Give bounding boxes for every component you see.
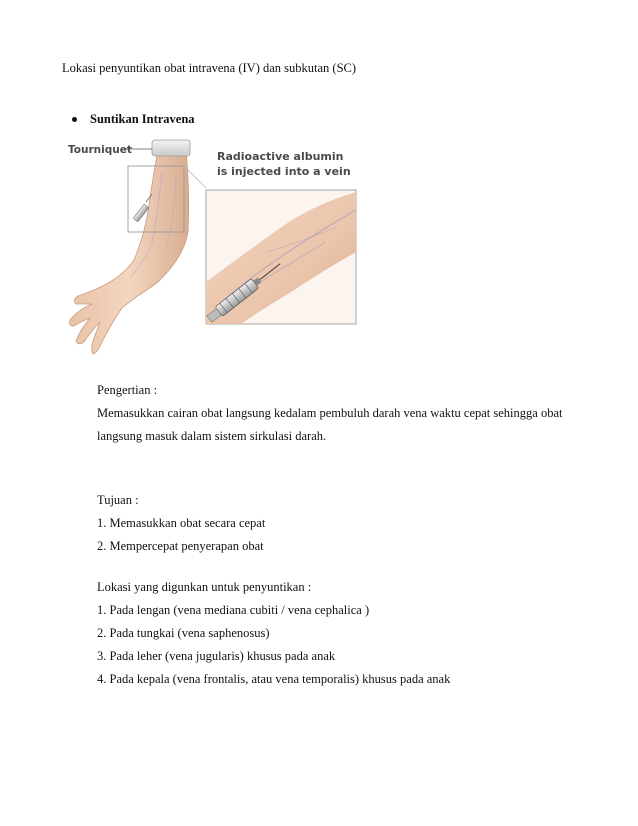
section-lokasi	[97, 579, 450, 694]
lokasi-heading: Lokasi yang digunkan untuk penyuntikan :	[97, 580, 312, 594]
tujuan-heading: Tujuan :	[97, 493, 139, 507]
section-bullet	[72, 111, 195, 127]
list-item: 2. Mempercepat penyerapan obat	[97, 539, 264, 553]
pengertian-line-1: Memasukkan cairan obat langsung kedalam pembuluh darah vena waktu cepat sehingga obat	[97, 406, 563, 420]
zoomed-injection-inset	[206, 190, 356, 324]
tourniquet-label: Tourniquet	[68, 144, 132, 156]
list-item: 2. Pada tungkai (vena saphenosus)	[97, 626, 270, 640]
list-item: 1. Memasukkan obat secara cepat	[97, 516, 266, 530]
list-item: 3. Pada leher (vena jugularis) khusus pada anak	[97, 649, 336, 663]
left-arm-drawing	[70, 150, 189, 354]
bullet-label: Suntikan Intravena	[90, 112, 195, 126]
tourniquet-band	[124, 140, 190, 156]
section-pengertian	[97, 382, 562, 451]
list-item: 4. Pada kepala (vena frontalis, atau vena temporalis) khusus pada anak	[97, 672, 451, 686]
caption-line-1: Radioactive albumin	[217, 150, 344, 163]
document-title: Lokasi penyuntikan obat intravena (IV) dan subkutan (SC)	[62, 61, 357, 75]
arm-injection-figure	[66, 132, 366, 360]
caption-line-2: is injected into a vein	[217, 165, 351, 178]
pengertian-heading: Pengertian :	[97, 383, 158, 397]
list-item: 1. Pada lengan (vena mediana cubiti / vena cephalica )	[97, 603, 370, 617]
iv-injection-illustration	[66, 132, 366, 360]
pengertian-line-2: langsung masuk dalam sistem sirkulasi darah.	[97, 429, 327, 443]
section-tujuan	[97, 492, 265, 561]
bullet-dot-icon	[72, 117, 77, 122]
